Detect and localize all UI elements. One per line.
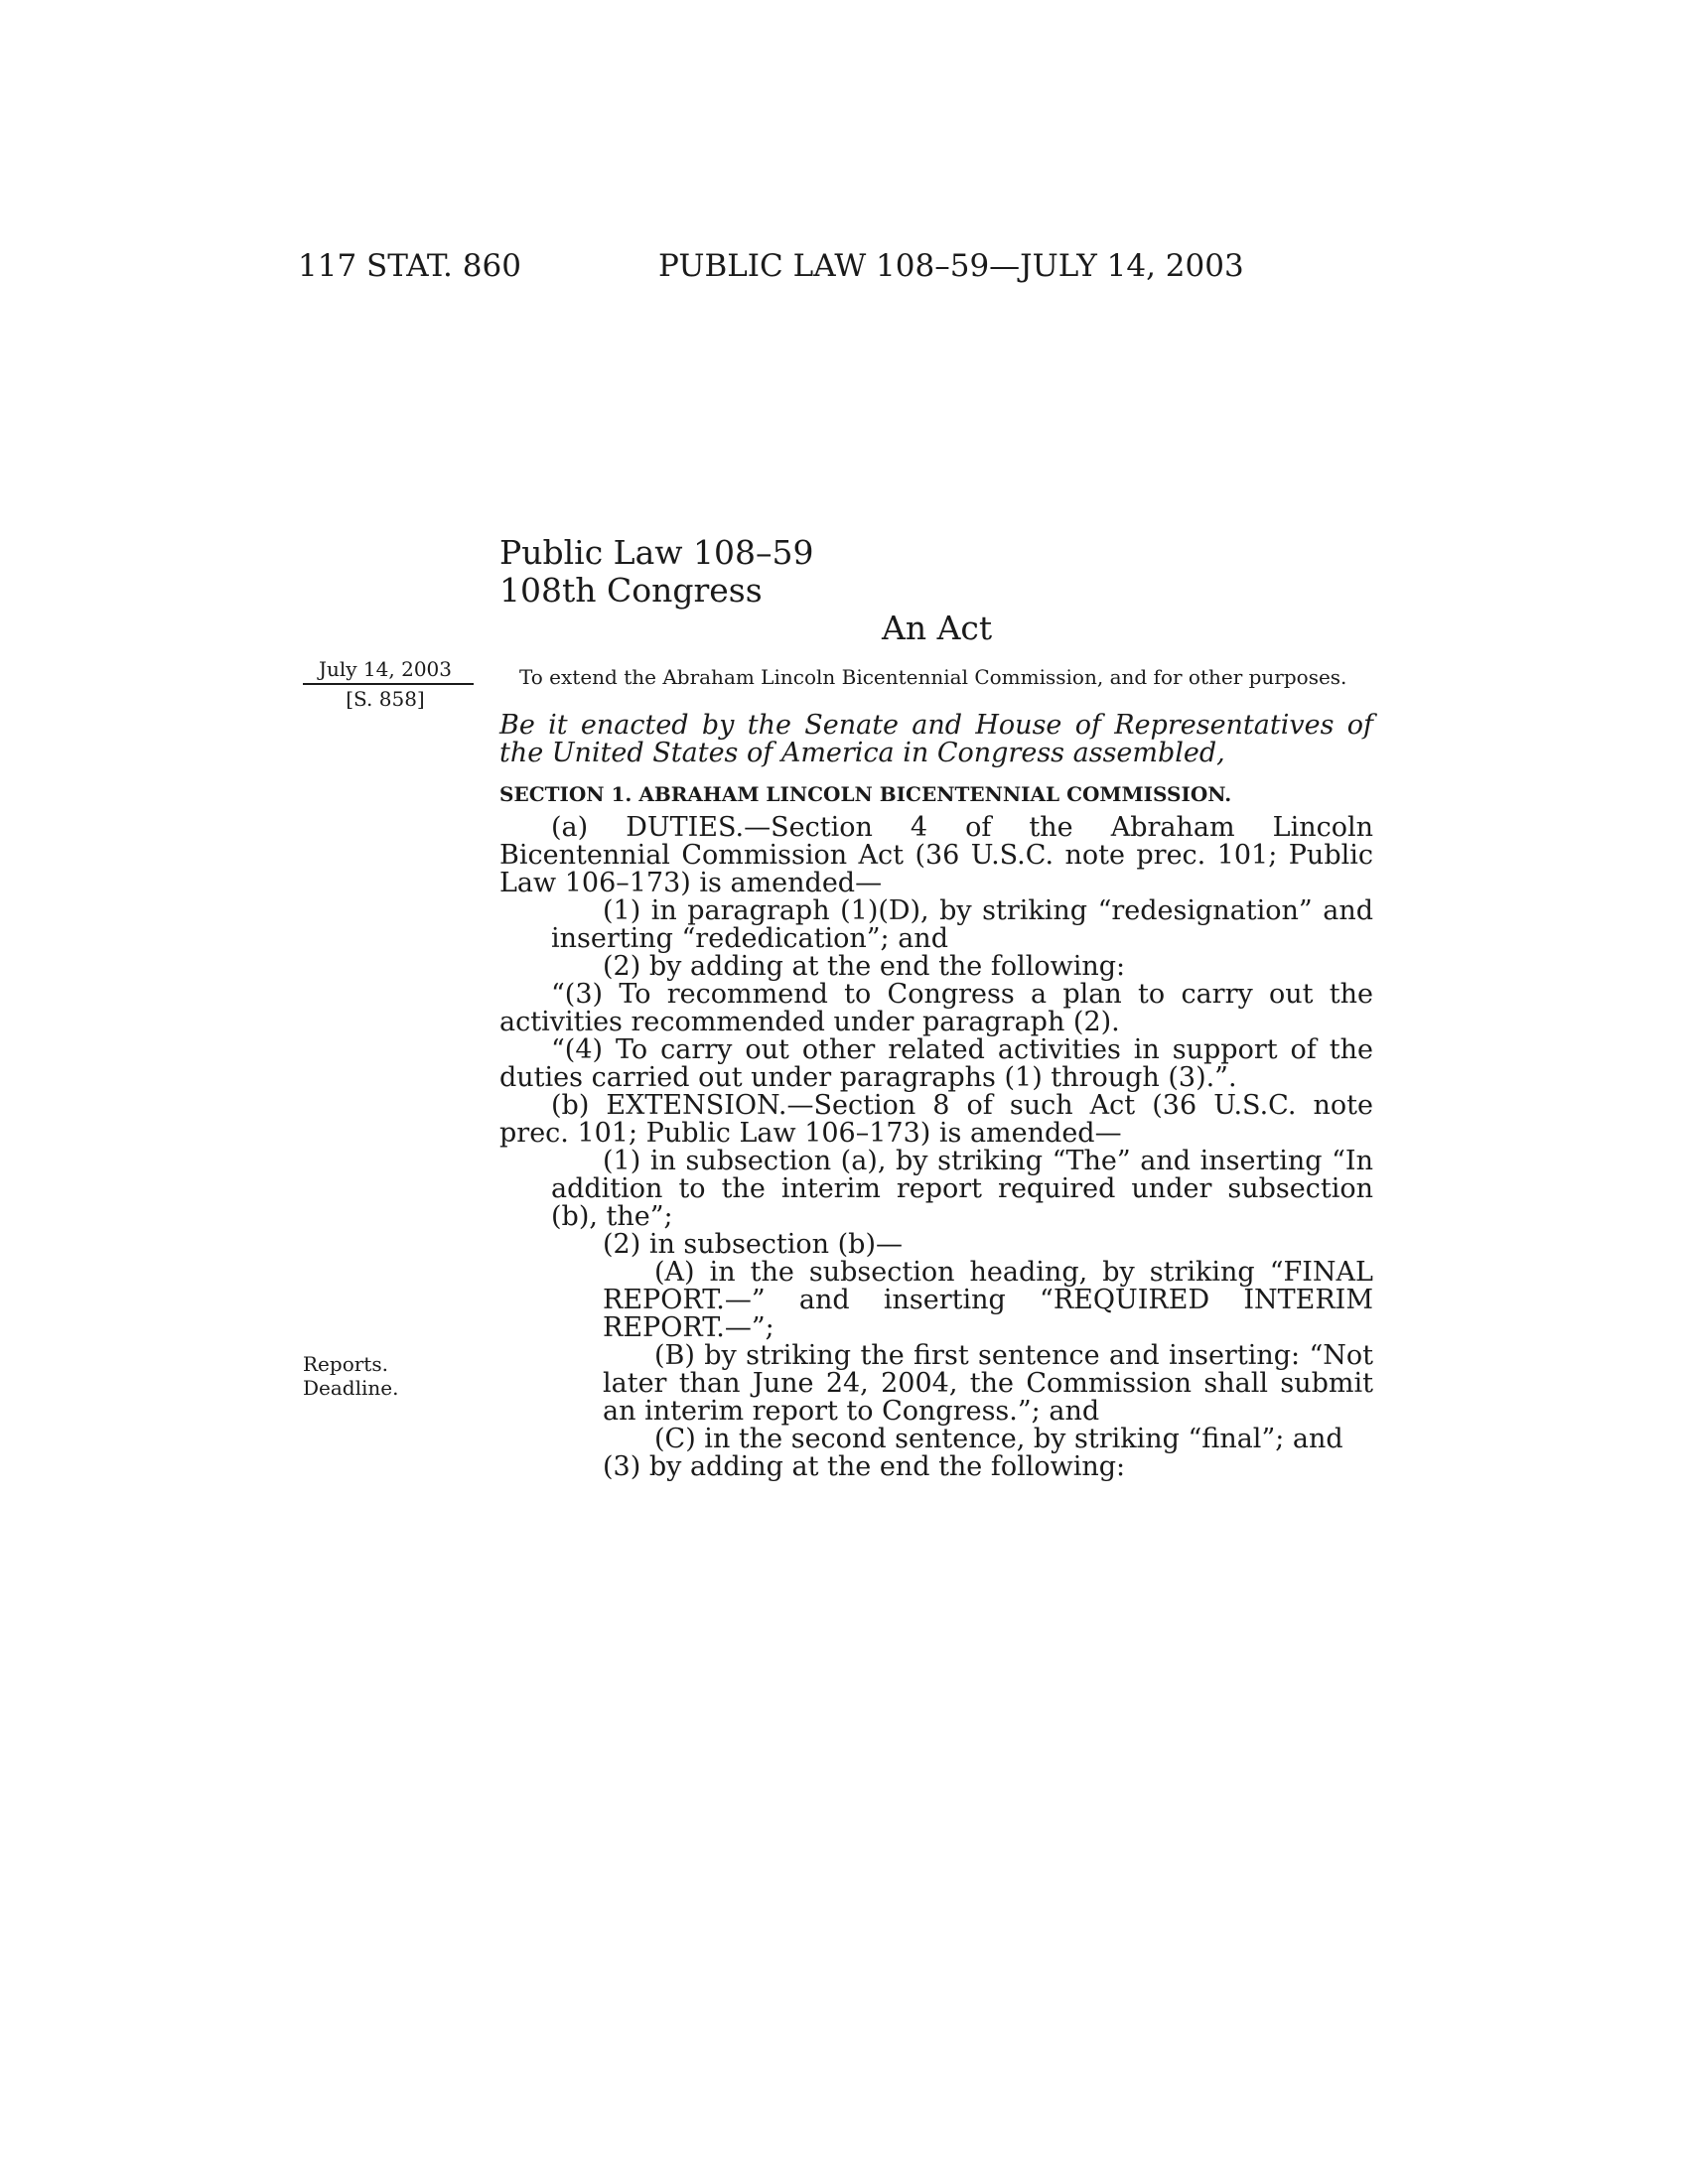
provision-a-2-4: “(4) To carry out other related activities in support of the duties carried out under paragraphs (1) through (3).”. xyxy=(499,1034,1373,1093)
margin-note-deadline: Deadline. xyxy=(303,1376,399,1400)
bill-number: [S. 858] xyxy=(346,687,425,711)
margin-notes xyxy=(303,1352,398,1400)
running-head-title: PUBLIC LAW 108–59—JULY 14, 2003 xyxy=(658,248,1244,284)
provision-b-2-C: (C) in the second sentence, by striking “final”; and xyxy=(654,1424,1343,1454)
act-title: An Act xyxy=(882,609,993,647)
provision-b-2: (2) in subsection (b)— xyxy=(603,1229,903,1260)
provision-a-1: (1) in paragraph (1)(D), by striking “redesignation” and inserting “rededication”; and xyxy=(551,895,1373,954)
purpose-clause: To extend the Abraham Lincoln Bicentennial Commission, and for other purposes. xyxy=(519,665,1347,689)
running-head xyxy=(0,248,1688,288)
section-heading: SECTION 1. ABRAHAM LINCOLN BICENTENNIAL COMMISSION. xyxy=(499,782,1232,806)
public-law-number: Public Law 108–59 xyxy=(499,533,814,572)
provision-a-2-3: “(3) To recommend to Congress a plan to carry out the activities recommended under paragraph (2). xyxy=(499,979,1373,1037)
statute-page-number: 117 STAT. 860 xyxy=(298,248,521,284)
section-provisions xyxy=(499,814,1373,1481)
margin-note-reports: Reports. xyxy=(303,1352,388,1376)
congress-number: 108th Congress xyxy=(499,571,763,610)
provision-b-2-B: (B) by striking the first sentence and inserting: “Not later than June 24, 2004, the Commission shall submit an interim report to Congress.”; and xyxy=(603,1340,1373,1427)
provision-a-2: (2) by adding at the end the following: xyxy=(603,951,1126,982)
provision-a-duties: (a) DUTIES.—Section 4 of the Abraham Lincoln Bicentennial Commission Act (36 U.S.C. note prec. 101; Public Law 106–173) is amended— xyxy=(499,812,1373,898)
provision-b-3: (3) by adding at the end the following: xyxy=(603,1451,1126,1482)
enactment-date: July 14, 2003 xyxy=(318,657,452,681)
provision-b-extension: (b) EXTENSION.—Section 8 of such Act (36 U.S.C. note prec. 101; Public Law 106–173) is amended— xyxy=(499,1090,1373,1149)
provision-b-1: (1) in subsection (a), by striking “The” and inserting “In addition to the interim report required under subsection (b), the”; xyxy=(551,1146,1373,1232)
enacting-clause: Be it enacted by the Senate and House of Representatives of the United States of America in Congress assembled, xyxy=(499,710,1373,768)
margin-rule-divider xyxy=(303,683,474,685)
law-designation xyxy=(499,534,813,610)
provision-b-2-A: (A) in the subsection heading, by striking “FINAL REPORT.—” and inserting “REQUIRED INTERIM REPORT.—”; xyxy=(603,1257,1373,1343)
